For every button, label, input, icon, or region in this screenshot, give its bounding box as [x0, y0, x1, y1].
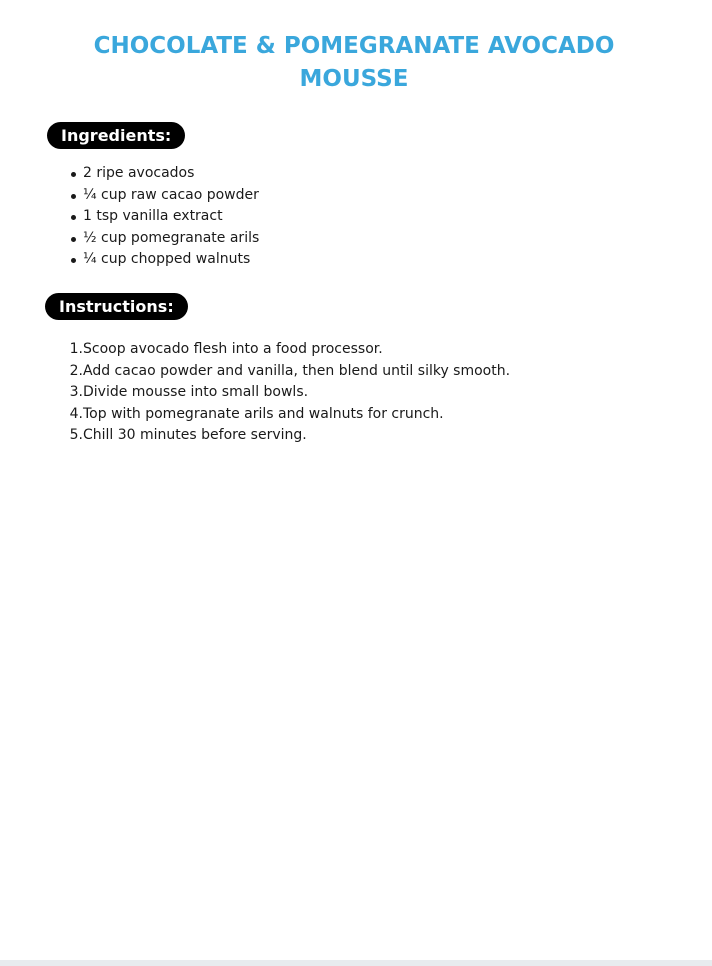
step-number: 4. [69, 405, 83, 422]
instruction-step [68, 339, 510, 361]
ingredient-item: ½ cup pomegranate arils [83, 228, 259, 250]
ingredients-list [83, 163, 259, 271]
step-text: Top with pomegranate arils and walnuts for crunch. [83, 405, 444, 422]
instructions-heading: Instructions: [45, 293, 188, 320]
ingredient-item: ¼ cup chopped walnuts [83, 249, 259, 271]
step-text: Add cacao powder and vanilla, then blend until silky smooth. [83, 362, 511, 379]
step-text: Scoop avocado flesh into a food processor. [83, 341, 383, 357]
instructions-list [68, 339, 510, 447]
instruction-step [68, 404, 510, 426]
step-number: 5. [69, 427, 83, 443]
ingredients-heading: Ingredients: [47, 122, 185, 149]
recipe-title: CHOCOLATE & POMEGRANATE AVOCADO MOUSSE [93, 33, 615, 92]
instruction-step [68, 425, 510, 447]
instruction-step [68, 361, 510, 383]
step-number: 2. [69, 362, 83, 379]
step-text: Divide mousse into small bowls. [83, 384, 309, 400]
step-text: Chill 30 minutes before serving. [83, 427, 307, 443]
page-bottom-edge [0, 960, 712, 966]
ingredient-item: ¼ cup raw cacao powder [83, 185, 259, 207]
step-number: 1. [69, 341, 83, 357]
ingredient-item: 2 ripe avocados [83, 163, 259, 185]
ingredient-item: 1 tsp vanilla extract [83, 206, 259, 228]
step-number: 3. [69, 384, 83, 400]
instruction-step [68, 382, 510, 404]
